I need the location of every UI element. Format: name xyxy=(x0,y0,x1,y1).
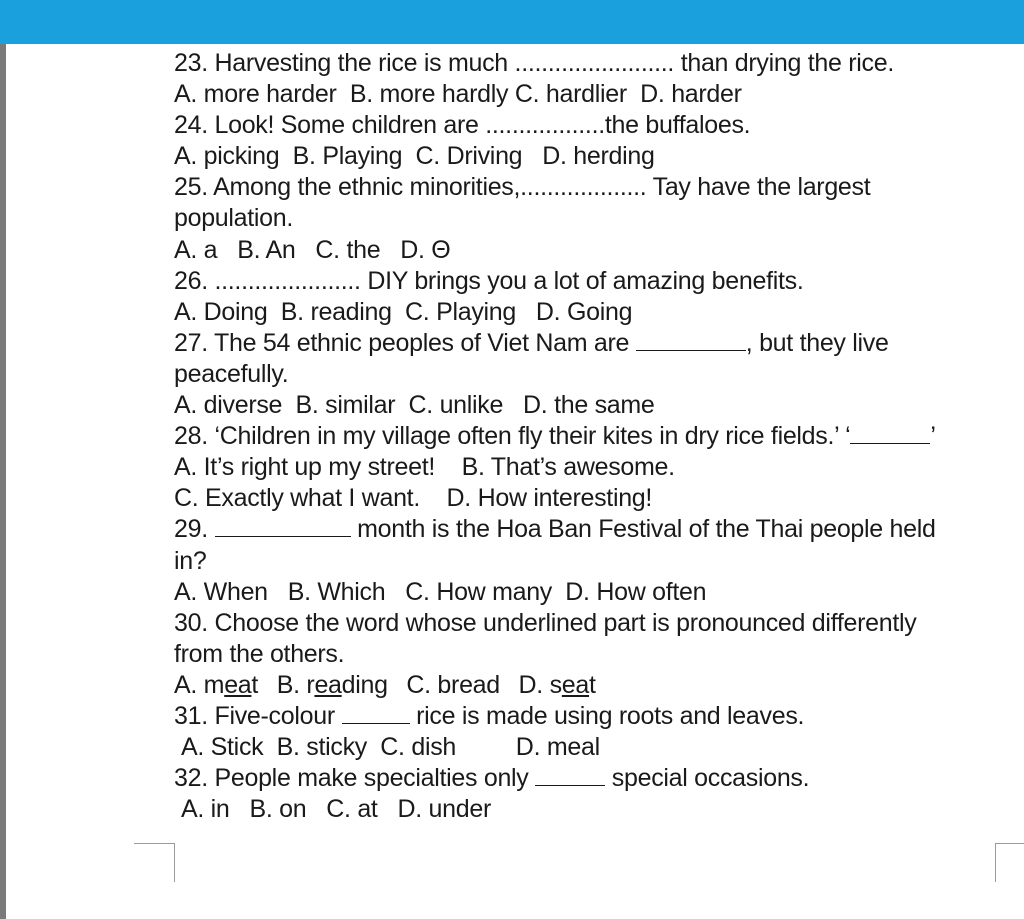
options-24: A. picking B. Playing C. Driving D. herding xyxy=(174,142,655,171)
question-24 xyxy=(174,110,1004,141)
question-25 xyxy=(174,172,1004,203)
option-text: t xyxy=(251,670,259,699)
question-26 xyxy=(174,266,1004,297)
question-text: special occasions. xyxy=(605,764,810,793)
options-25: A. a B. An C. the D. Θ xyxy=(174,235,451,264)
question-27-cont: peacefully. xyxy=(174,359,289,388)
option-a xyxy=(174,671,258,699)
option-text: t xyxy=(589,670,596,699)
answer-blank xyxy=(342,703,410,724)
page-margin-corner-left xyxy=(134,843,175,882)
question-30: 30. Choose the word whose underlined part is pronounced differently xyxy=(174,608,917,637)
option-d xyxy=(519,671,596,699)
question-text: 27. The 54 ethnic peoples of Viet Nam are xyxy=(174,328,636,357)
question-29 xyxy=(174,514,1004,545)
question-text: the buffaloes. xyxy=(604,111,751,140)
question-text: 23. Harvesting the rice is much xyxy=(174,49,515,77)
question-text: rice is made using roots and leaves. xyxy=(409,701,805,730)
options-26: A. Doing B. reading C. Playing D. Going xyxy=(174,297,633,326)
underlined-part: ea xyxy=(224,670,252,699)
answer-blank: ........................ xyxy=(514,49,675,77)
options-28-row1: A. It’s right up my street! B. That’s awesome. xyxy=(174,453,675,482)
question-text: 31. Five-colour xyxy=(174,701,342,730)
option-text: A. m xyxy=(174,670,225,699)
answer-blank xyxy=(535,765,605,786)
options-27: A. diverse B. similar C. unlike D. the same xyxy=(174,391,655,420)
question-28 xyxy=(174,421,1004,452)
question-text: ’ xyxy=(930,422,936,451)
option-text: ding xyxy=(341,670,388,699)
answer-blank xyxy=(850,423,930,444)
question-text: DIY brings you a lot of amazing benefits. xyxy=(360,266,804,295)
question-text: , but they live xyxy=(745,328,889,357)
options-29: A. When B. Which C. How many D. How often xyxy=(174,577,707,606)
answer-blank xyxy=(636,330,746,351)
options-32: A. in B. on C. at D. under xyxy=(181,795,491,824)
options-28-row2: C. Exactly what I want. D. How interesting! xyxy=(174,484,653,513)
option-c: C. bread xyxy=(406,670,500,699)
question-text: month is the Hoa Ban Festival of the Thai people held xyxy=(350,515,936,544)
question-text: 32. People make specialties only xyxy=(174,764,536,793)
page-margin-corner-right xyxy=(995,843,1024,882)
question-text: 24. Look! Some children are xyxy=(174,111,486,140)
document-content xyxy=(174,48,1004,825)
question-25-cont: population. xyxy=(174,204,294,233)
option-b xyxy=(277,671,388,699)
option-text: B. r xyxy=(276,670,315,699)
top-toolbar xyxy=(0,0,1024,44)
question-30-cont: from the others. xyxy=(174,639,345,668)
question-text: 29. xyxy=(174,515,215,544)
question-text: 28. ‘Children in my village often fly their kites in dry rice fields.’ ‘ xyxy=(174,422,851,451)
page-left-edge xyxy=(0,44,6,919)
question-29-cont: in? xyxy=(174,546,207,575)
answer-blank: .................. xyxy=(485,111,605,140)
question-23 xyxy=(174,48,1004,79)
question-text: Tay have the largest xyxy=(646,173,871,202)
question-31 xyxy=(174,701,1004,732)
underlined-part: ea xyxy=(561,670,590,699)
question-text: 26. xyxy=(174,266,215,295)
options-31: A. Stick B. sticky C. dish D. meal xyxy=(181,733,600,762)
answer-blank xyxy=(215,516,351,537)
options-30 xyxy=(174,670,1004,701)
underlined-part: ea xyxy=(314,670,342,699)
question-text: than drying the rice. xyxy=(674,49,894,77)
option-text: D. s xyxy=(518,670,562,699)
question-32 xyxy=(174,763,1004,794)
question-text: 25. Among the ethnic minorities, xyxy=(174,173,521,202)
options-23: A. more harder B. more hardly C. hardlier D. harder xyxy=(174,80,742,109)
question-27 xyxy=(174,328,1004,359)
answer-blank: ...................... xyxy=(214,266,361,295)
answer-blank: ................... xyxy=(520,173,647,202)
